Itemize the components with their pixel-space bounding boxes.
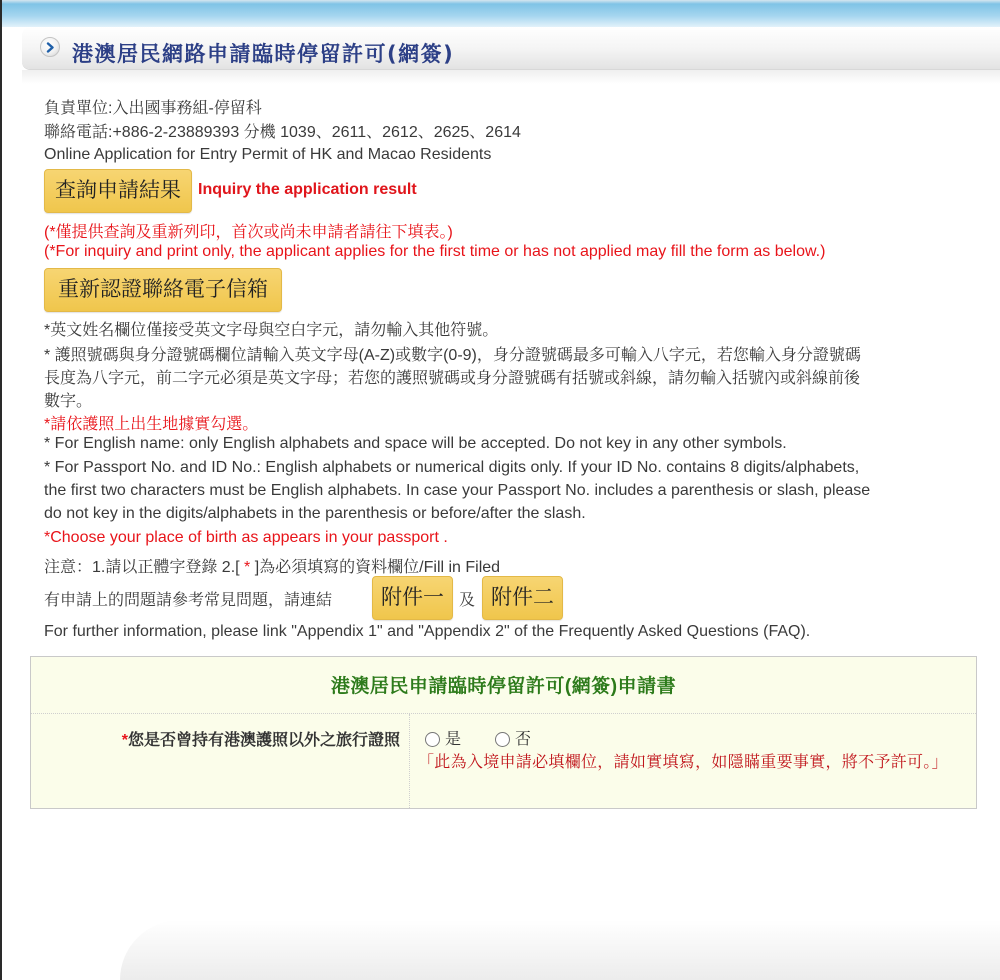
instruction-id-zh-line3: 數字。 xyxy=(44,393,93,410)
other-travel-document-question xyxy=(122,727,400,750)
attention-note xyxy=(44,554,500,577)
appendix-1-button[interactable]: 附件一 xyxy=(372,576,453,620)
reverify-email-button[interactable]: 重新認證聯絡電子信箱 xyxy=(44,268,282,312)
inquiry-note-zh: (*僅提供查詢及重新列印，首次或尚未申請者請往下填表。) xyxy=(44,224,453,241)
instruction-birthplace-zh: *請依護照上出生地據實勾選。 xyxy=(44,416,259,433)
inquiry-result-link[interactable]: Inquiry the application result xyxy=(198,181,417,198)
radio-no[interactable] xyxy=(495,732,510,747)
contact-phone: 聯絡電話:+886-2-23889393 分機 1039、2611、2612、2625、2614 xyxy=(44,124,521,141)
required-star: * xyxy=(239,559,255,576)
faq-and-text: 及 xyxy=(459,592,476,609)
instruction-birthplace-en: *Choose your place of birth as appears in your passport . xyxy=(44,529,448,546)
page-title: 港澳居民網路申請臨時停留許可(網簽) xyxy=(72,42,455,66)
appendix-2-button[interactable]: 附件二 xyxy=(482,576,563,620)
required-field-warning: 「此為入境申請必填欄位，請如實填寫，如隱瞞重要事實，將不予許可。」 xyxy=(418,754,948,771)
instruction-id-zh-line2: 長度為八字元，前二字元必須是英文字母；若您的護照號碼或身分證號碼有括號或斜線，請勿輸入括號內或斜線前後 xyxy=(44,370,861,387)
faq-text-en: For further information, please link "Appendix 1" and "Appendix 2" of the Frequently Asked Questions (FAQ). xyxy=(44,623,811,640)
form-title: 港澳居民申請臨時停留許可(網簽)申請書 xyxy=(330,676,677,697)
attention-note-suffix: ]為必須填寫的資料欄位/Fill in Filed xyxy=(254,559,501,576)
inquiry-note-en: (*For inquiry and print only, the applicant applies for the first time or has not applied may fill the form as below.) xyxy=(44,243,826,260)
title-bar-shadow xyxy=(22,70,1000,84)
attention-note-prefix: 注意：1.請以正體字登錄 2.[ xyxy=(44,559,240,576)
instruction-id-zh-line1: * 護照號碼與身分證號碼欄位請輸入英文字母(A-Z)或數字(0-9)，身分證號碼最多可輸入八字元，若您輸入身分證號碼 xyxy=(44,347,861,364)
english-page-title: Online Application for Entry Permit of HK and Macao Residents xyxy=(44,146,492,163)
radio-no-label[interactable]: 否 xyxy=(515,731,532,748)
instruction-id-en-line1: * For Passport No. and ID No.: English alphabets or numerical digits only. If your ID No. contains 8 digits/alphabets, xyxy=(44,459,860,476)
radio-yes-label[interactable]: 是 xyxy=(445,731,462,748)
application-form xyxy=(30,656,977,809)
faq-text-zh: 有申請上的問題請參考常見問題，請連結 xyxy=(44,592,333,609)
inquiry-result-button[interactable]: 查詢申請結果 xyxy=(44,169,192,213)
instruction-id-en-line2: the first two characters must be English alphabets. In case your Passport No. includes a parenthesis or slash, please xyxy=(44,482,871,499)
instruction-english-name-zh: *英文姓名欄位僅接受英文字母與空白字元，請勿輸入其他符號。 xyxy=(44,322,499,339)
bottom-shadow xyxy=(120,920,1000,980)
question-label: 您是否曾持有港澳護照以外之旅行證照 xyxy=(127,732,400,749)
required-mark: * xyxy=(121,732,128,749)
window-left-border xyxy=(0,0,2,980)
radio-yes[interactable] xyxy=(425,732,440,747)
chevron-right-circle-icon xyxy=(40,37,60,57)
instruction-english-name-en: * For English name: only English alphabets and space will be accepted. Do not key in any other symbols. xyxy=(44,435,787,452)
form-header-divider xyxy=(31,713,976,714)
instruction-id-en-line3: do not key in the digits/alphabets in the parenthesis or before/after the slash. xyxy=(44,505,586,522)
form-column-divider xyxy=(409,714,410,808)
top-banner xyxy=(2,0,1000,27)
responsible-unit: 負責單位:入出國事務組-停留科 xyxy=(44,100,262,117)
